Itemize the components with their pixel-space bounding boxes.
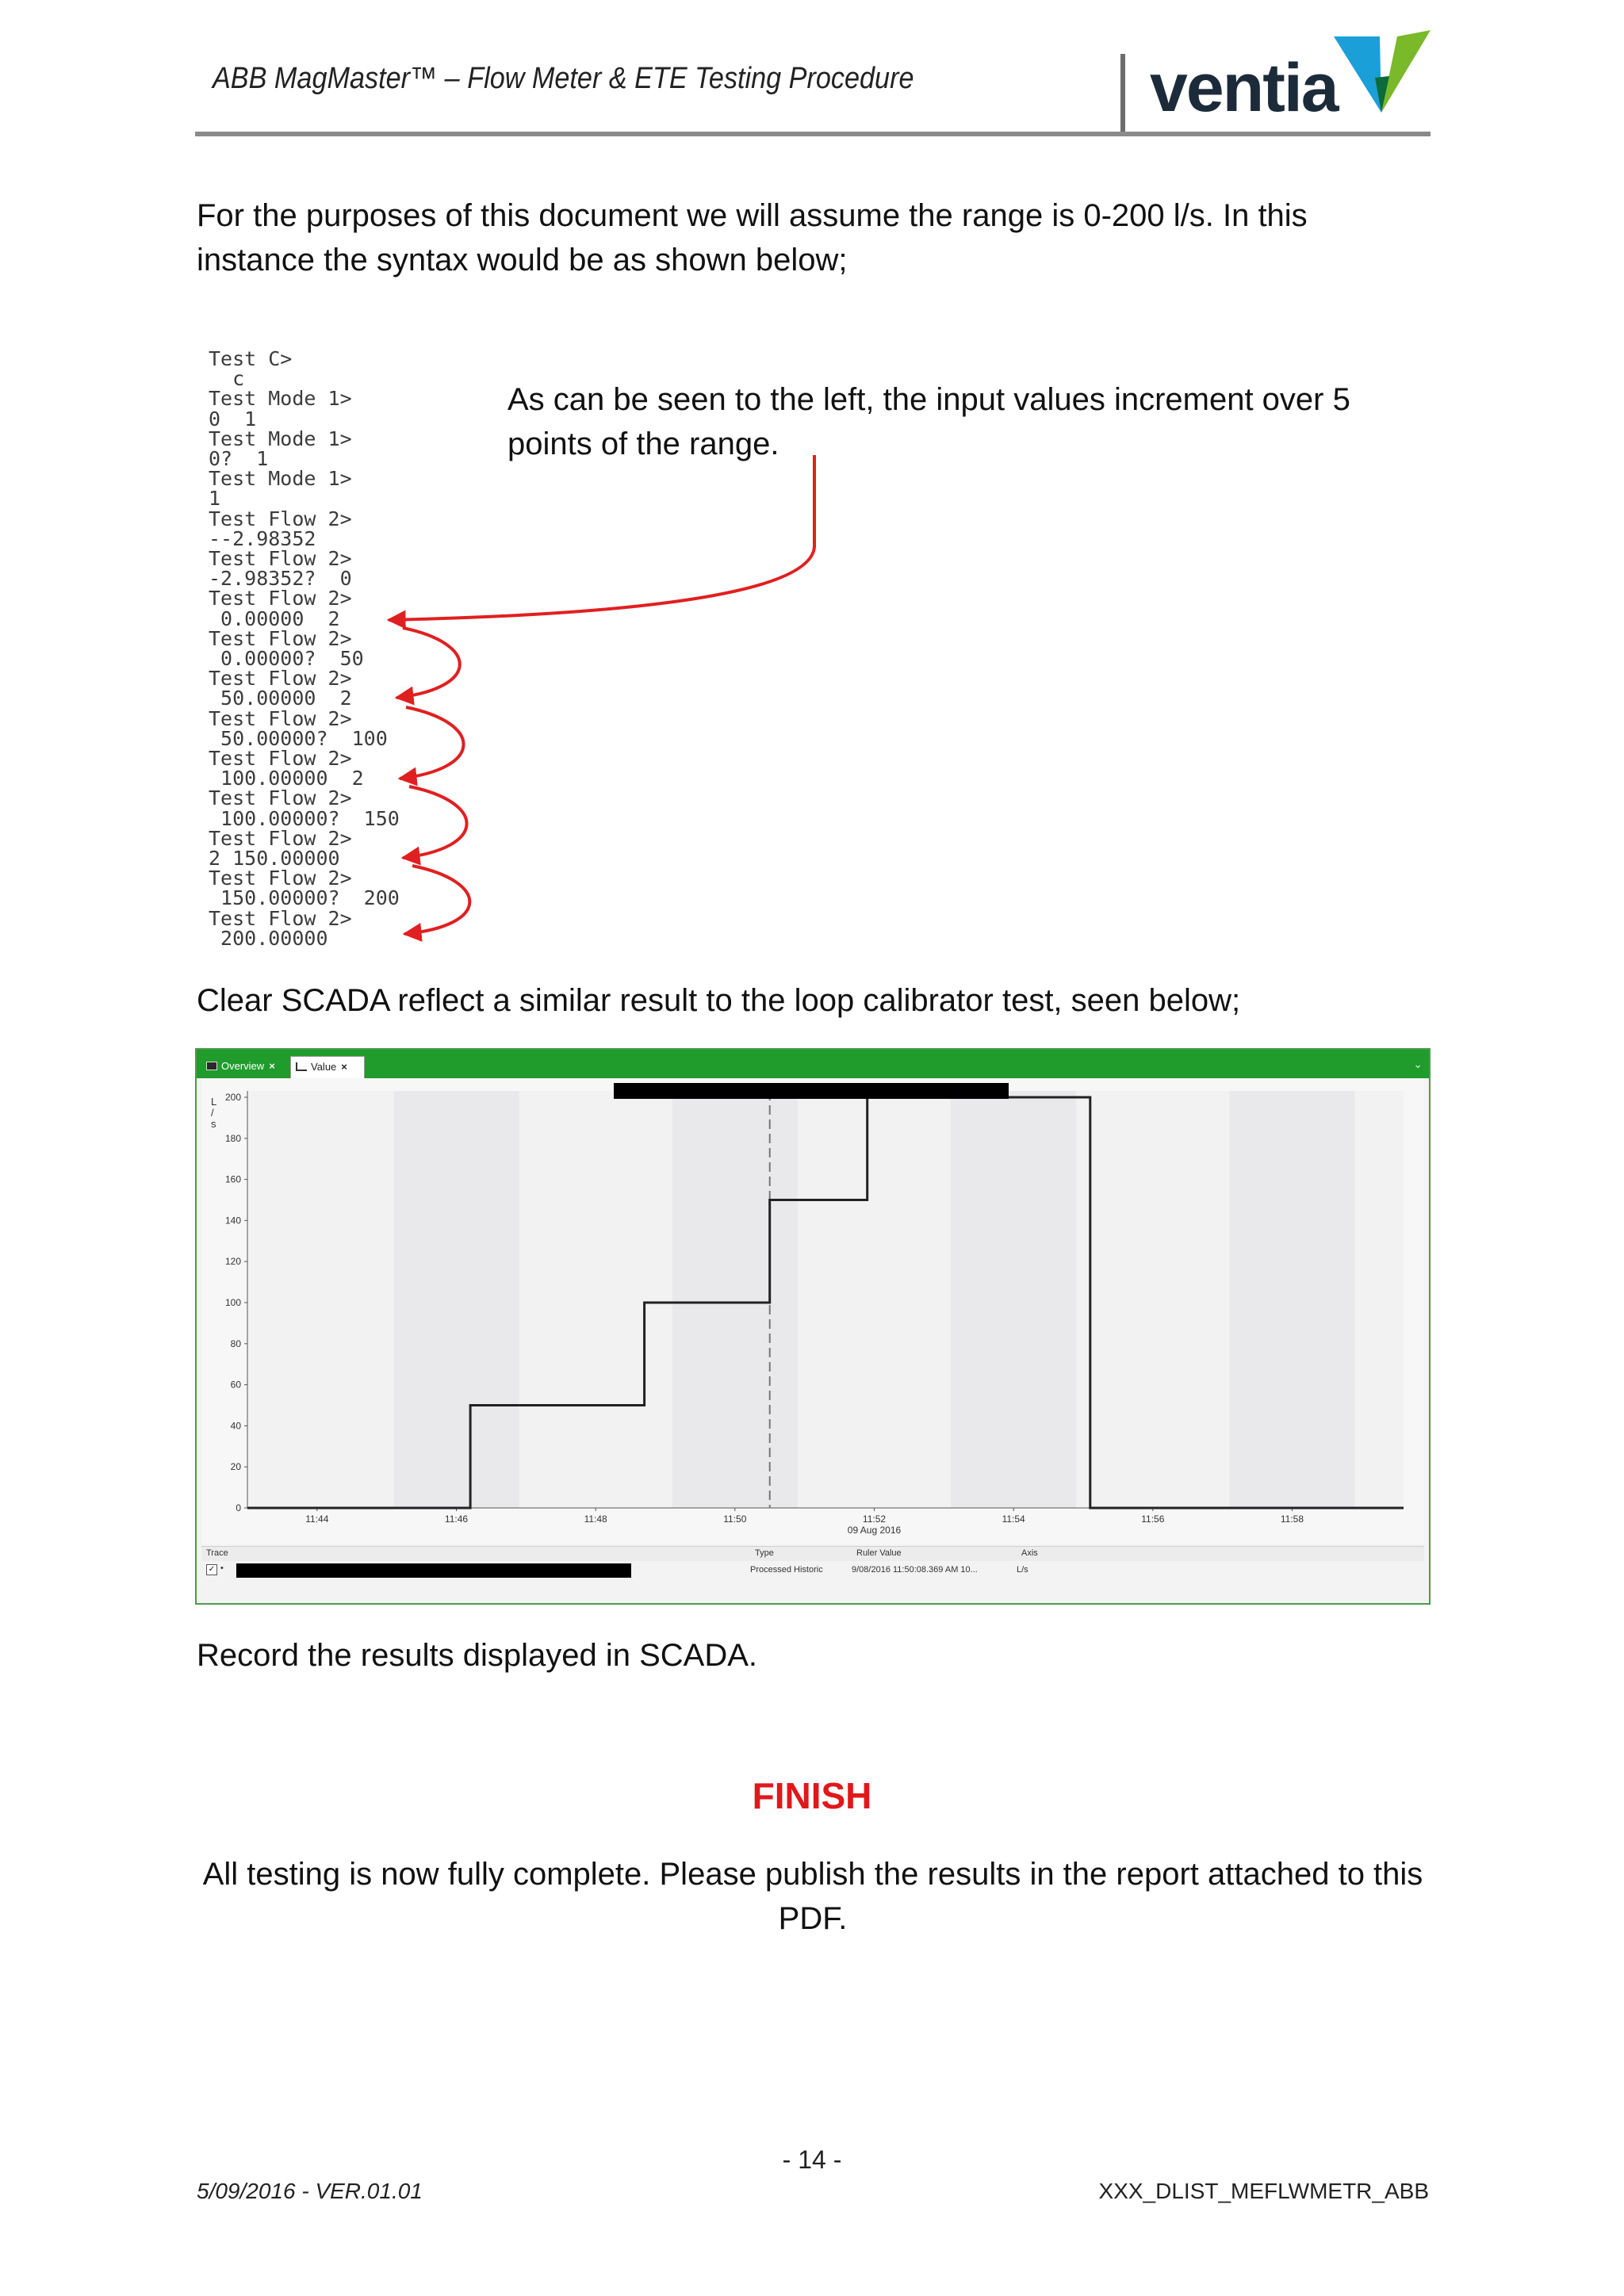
step-arrow-1 xyxy=(396,628,460,698)
terminal-line: Test Mode 1> xyxy=(209,467,352,491)
redacted-trace-name xyxy=(236,1563,631,1578)
step-arrow-3 xyxy=(403,786,467,858)
x-tick-label: 11:54 xyxy=(1002,1513,1025,1525)
page-number: - 14 - xyxy=(782,2145,842,2174)
x-tick-label: 11:50 xyxy=(723,1513,747,1525)
y-unit-label: s xyxy=(211,1118,216,1130)
time-band xyxy=(1229,1091,1354,1508)
terminal-line: 150.00000? 200 xyxy=(209,886,400,910)
footer-date-version: 5/09/2016 - VER.01.01 xyxy=(197,2179,423,2203)
y-unit-label: / xyxy=(211,1107,214,1119)
y-unit-label: L xyxy=(211,1096,217,1108)
header-rule xyxy=(195,132,1431,136)
terminal-line: Test Flow 2> xyxy=(209,786,352,810)
y-tick-label: 80 xyxy=(230,1337,241,1349)
terminal-line: Test Flow 2> xyxy=(209,626,352,650)
terminal-line: 0.00000 2 xyxy=(209,607,340,630)
y-tick-label: 40 xyxy=(230,1420,241,1432)
tab-value-close-icon[interactable]: × xyxy=(341,1061,347,1073)
y-tick-label: 200 xyxy=(224,1092,241,1103)
scada-trend-window xyxy=(195,1048,1431,1605)
time-band xyxy=(672,1091,798,1508)
terminal-line: 2 150.00000 xyxy=(209,847,340,871)
callout-arrow xyxy=(389,455,814,620)
y-tick-label: 100 xyxy=(224,1297,241,1308)
trace-type: Processed Historic xyxy=(750,1565,823,1575)
x-tick-label: 11:44 xyxy=(305,1513,329,1525)
terminal-line: Test Flow 2> xyxy=(209,747,352,771)
trace-header-ruler-value: Ruler Value xyxy=(856,1548,902,1558)
terminal-line: Test Flow 2> xyxy=(209,906,352,930)
trace-header-type: Type xyxy=(755,1548,774,1558)
ventia-logo-mark-icon xyxy=(1334,30,1431,114)
finish-paragraph: All testing is now fully complete. Please publish the results in the report attached to this PDF. xyxy=(202,1857,1423,1936)
terminal-line: --2.98352 xyxy=(209,526,316,550)
tab-value-label: Value xyxy=(311,1061,337,1073)
time-band xyxy=(393,1091,519,1508)
terminal-line: 0 1 xyxy=(209,407,257,430)
terminal-line: 100.00000? 150 xyxy=(209,806,400,830)
terminal-line: Test Flow 2> xyxy=(209,547,352,571)
y-tick-label: 0 xyxy=(236,1502,241,1513)
x-tick-label: 11:58 xyxy=(1280,1513,1304,1525)
terminal-line: Test Mode 1> xyxy=(209,427,352,450)
trace-marker-icon: • xyxy=(220,1563,224,1573)
step-arrow-4 xyxy=(404,866,469,934)
trace-header-trace: Trace xyxy=(206,1548,228,1558)
tab-menu-chevron-icon[interactable]: ⌄ xyxy=(1413,1058,1423,1070)
finish-heading: FINISH xyxy=(752,1775,872,1816)
terminal-line: 200.00000 xyxy=(209,926,328,950)
callout-paragraph: As can be seen to the left, the input values increment over 5 points of the range. xyxy=(508,382,1350,461)
time-band xyxy=(951,1091,1076,1508)
header-separator xyxy=(1120,54,1125,133)
scada-intro-paragraph: Clear SCADA reflect a similar result to the loop calibrator test, seen below; xyxy=(197,983,1241,1018)
terminal-line: Test Flow 2> xyxy=(209,826,352,850)
trace-axis: L/s xyxy=(1017,1565,1028,1575)
terminal-line: Test Flow 2> xyxy=(209,507,352,530)
trace-visible-checkbox[interactable]: ✓ xyxy=(206,1564,217,1575)
tab-overview-close-icon[interactable]: × xyxy=(269,1060,275,1072)
terminal-line: Test Flow 2> xyxy=(209,706,352,730)
ventia-logo-text: ventia xyxy=(1150,50,1338,126)
y-tick-label: 140 xyxy=(224,1215,241,1226)
arrow-group xyxy=(389,455,814,934)
terminal-line: 1 xyxy=(209,487,221,511)
terminal-line: -2.98352? 0 xyxy=(209,567,352,591)
y-tick-label: 180 xyxy=(224,1132,241,1144)
trend-chart[interactable] xyxy=(197,1050,1429,1603)
x-tick-label: 11:48 xyxy=(584,1513,607,1525)
x-tick-label: 11:52 xyxy=(862,1513,887,1525)
terminal-line: c xyxy=(209,367,245,391)
y-tick-label: 120 xyxy=(224,1256,241,1268)
trace-table-header xyxy=(201,1546,1424,1561)
trace-ruler-value: 9/08/2016 11:50:08.369 AM 10... xyxy=(852,1565,978,1575)
x-tick-label: 11:46 xyxy=(444,1513,469,1525)
record-paragraph: Record the results displayed in SCADA. xyxy=(197,1638,757,1673)
x-date-label: 09 Aug 2016 xyxy=(847,1525,902,1536)
terminal-line: Test Flow 2> xyxy=(209,667,352,691)
footer-document-code: XXX_DLIST_MEFLWMETR_ABB xyxy=(1098,2179,1429,2203)
terminal-line: Test C> xyxy=(209,347,293,370)
intro-paragraph: For the purposes of this document we will assume the range is 0-200 l/s. In this instance the syntax would be as shown below; xyxy=(197,198,1308,277)
document-title: ABB MagMaster™ – Flow Meter & ETE Testing Procedure xyxy=(213,62,914,95)
x-tick-label: 11:56 xyxy=(1141,1513,1165,1525)
y-tick-label: 160 xyxy=(224,1173,241,1185)
trace-header-axis: Axis xyxy=(1021,1548,1038,1558)
terminal-line: 0.00000? 50 xyxy=(209,647,364,671)
terminal-line: 0? 1 xyxy=(209,447,269,471)
step-arrow-2 xyxy=(400,707,464,779)
terminal-line: 50.00000? 100 xyxy=(209,726,388,750)
terminal-line: Test Flow 2> xyxy=(209,867,352,890)
terminal-line: Test Mode 1> xyxy=(209,387,352,411)
terminal-line: 50.00000 2 xyxy=(209,687,352,710)
y-tick-label: 20 xyxy=(230,1461,241,1473)
redacted-chart-title xyxy=(614,1083,1009,1099)
terminal-listing xyxy=(209,349,400,948)
y-tick-label: 60 xyxy=(230,1379,241,1391)
terminal-line: Test Flow 2> xyxy=(209,587,352,610)
terminal-line: 100.00000 2 xyxy=(209,767,364,790)
tab-overview-label: Overview xyxy=(221,1060,265,1072)
